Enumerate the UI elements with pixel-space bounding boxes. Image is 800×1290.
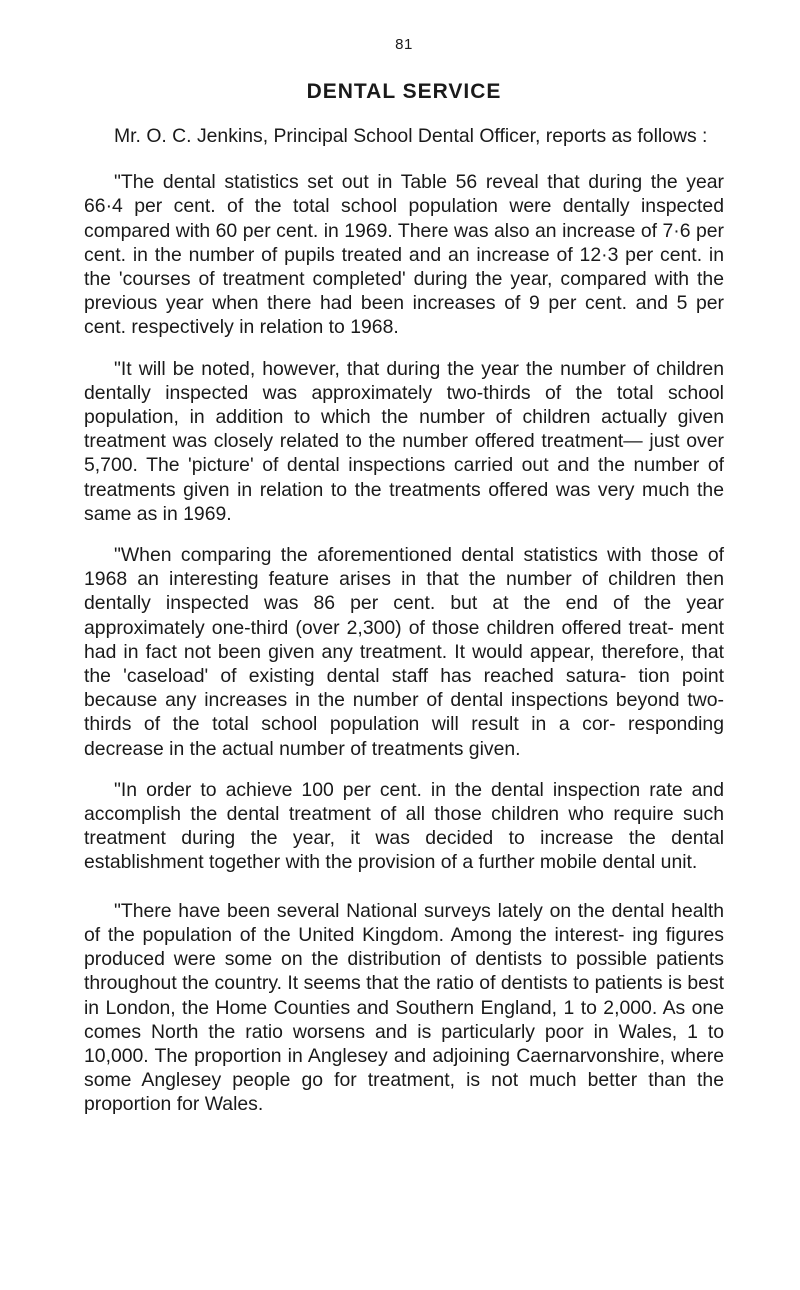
paragraph-national-surveys: "There have been several National surveys lately on the dental health of the population of the United Kingdom. Among the interest- ing figures produced were some on the distribution of dentists to possible patients throughout the country. It seems that the ratio of dentists to patients is best in London, the Home Counties and Southern England, 1 to 2,000. As one comes North the ratio worsens and is particularly poor in Wales, 1 to 10,000. The proportion in Anglesey and adjoining Caernarvonshire, where some Anglesey people go for treatment, is not much better than the proportion for Wales. <box>84 899 724 1116</box>
paragraph-two-thirds: "It will be noted, however, that during the year the number of children dentally inspected was approximately two-thirds of the total school population, in addition to which the number of children actually given treatment was closely related to the number offered treatment— just over 5,700. The 'picture' of dental inspections carried out and the number of treatments given in relation to the treatments offered was very much the same as in 1969. <box>84 357 724 525</box>
paragraph-statistics: "The dental statistics set out in Table 56 reveal that during the year 66·4 per cent. of the total school population were dentally inspected compared with 60 per cent. in 1969. There was also an increase of 7·6 per cent. in the number of pupils treated and an increase of 12·3 per cent. in the 'courses of treatment completed' during the year, compared with the previous year when there had been increases of 9 per cent. and 5 per cent. respectively in relation to 1968. <box>84 171 724 339</box>
body-text <box>84 124 724 1134</box>
paragraph-establishment: "In order to achieve 100 per cent. in the dental inspection rate and accomplish the dental treatment of all those children who require such treatment during the year, it was decided to increase the dental establishment together with the provision of a further mobile dental unit. <box>84 778 724 874</box>
paragraph-comparison-1968: "When comparing the aforementioned dental statistics with those of 1968 an interesting feature arises in that the number of children then dentally inspected was 86 per cent. but at the end of the year approximately one-third (over 2,300) of those children offered treat- ment had in fact not been given any treatment. It would appear, therefore, that the 'caseload' of existing dental staff has reached satura- tion point because any increases in the number of dental inspections beyond two-thirds of the total school population will result in a cor- responding decrease in the actual number of treatments given. <box>84 544 724 760</box>
section-title: DENTAL SERVICE <box>306 80 502 103</box>
intro-paragraph: Mr. O. C. Jenkins, Principal School Dental Officer, reports as follows : <box>114 125 708 147</box>
page-number: 81 <box>395 36 413 53</box>
document-page <box>84 0 724 1290</box>
